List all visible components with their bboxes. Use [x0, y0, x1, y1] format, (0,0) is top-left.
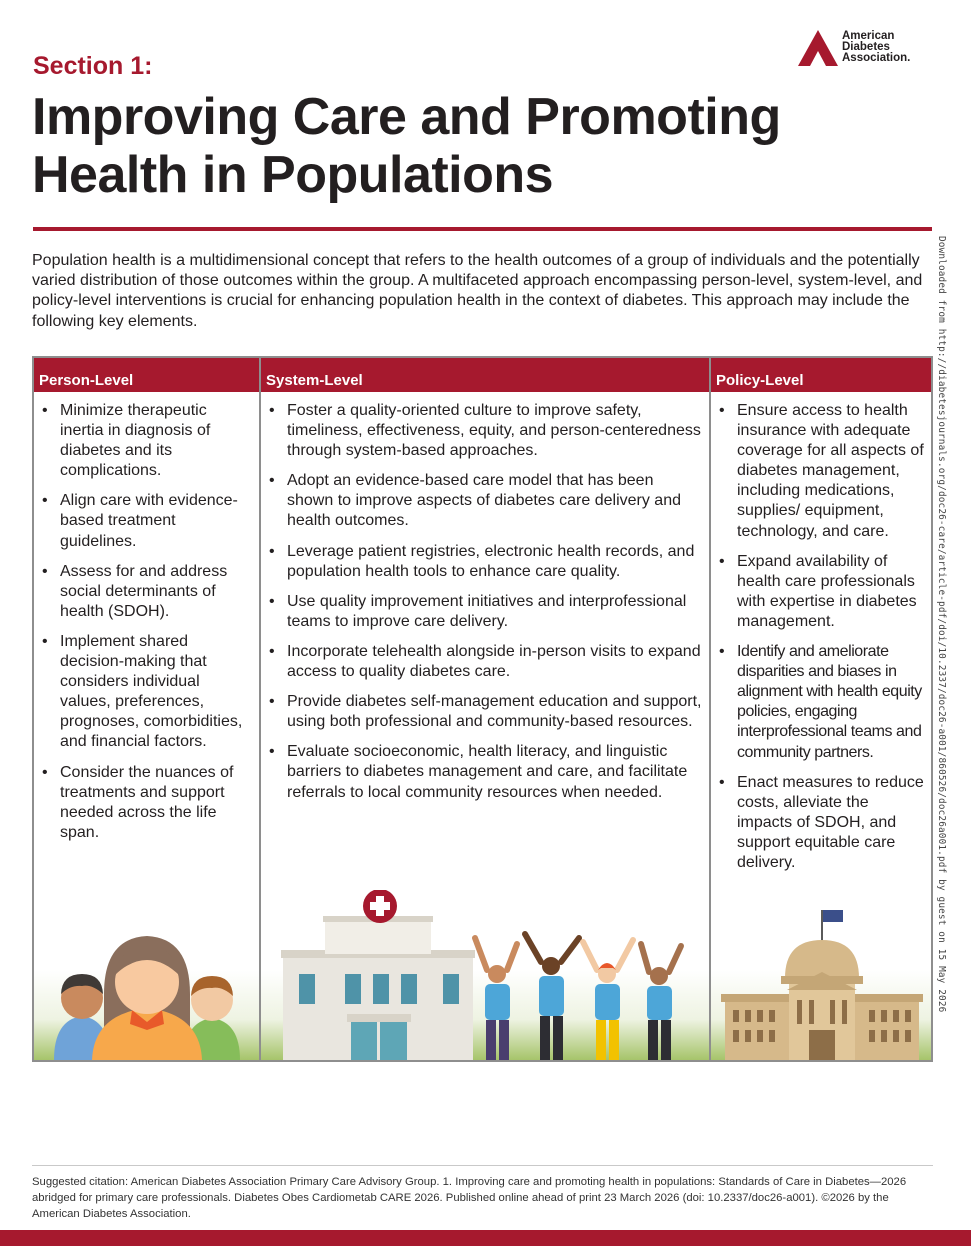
- title-rule: [33, 227, 932, 231]
- bullet-list: [267, 401, 703, 803]
- bullet-list: [717, 401, 925, 873]
- column-heading: Policy-Level: [711, 358, 931, 392]
- list-item: • Align care with evidence-based treatment guidelines.: [40, 491, 253, 551]
- list-item: • Use quality improvement initiatives and interprofessional teams to improve care delivery.: [267, 592, 703, 632]
- list-item: • Foster a quality-oriented culture to improve safety, timeliness, effectiveness, equity, and person-centeredness through system-based approaches.: [267, 401, 703, 461]
- download-note: Downloaded from http://diabetesjournals.org/doc26-care/article-pdf/doi/10.2337/doc26-a001/860526/doc26a001.pdf by guest on 15 May 2026: [936, 236, 947, 1013]
- column-heading: Person-Level: [34, 358, 259, 392]
- page-title: Improving Care and Promoting Health in Populations: [32, 88, 781, 204]
- capitol-illustration: [711, 890, 931, 1060]
- system-level-column: [259, 358, 709, 1060]
- section-label: Section 1:: [33, 52, 153, 80]
- list-item: • Adopt an evidence-based care model that has been shown to improve aspects of diabetes care delivery and health outcomes.: [267, 471, 703, 531]
- logo-text: [842, 31, 910, 64]
- people-illustration: [34, 890, 259, 1060]
- policy-level-column: [709, 358, 931, 1060]
- levels-table: [32, 356, 933, 1062]
- logo-line-3: Association.: [842, 52, 911, 64]
- bottom-bar: [0, 1230, 971, 1246]
- bullet-list: [40, 401, 253, 843]
- list-item: • Evaluate socioeconomic, health literacy, and linguistic barriers to diabetes management and care, and facilitate referrals to local community resources when needed.: [267, 742, 703, 802]
- logo-line-2: Diabetes: [842, 41, 890, 53]
- intro-paragraph: Population health is a multidimensional concept that refers to the health outcomes of a group of individuals and the potentially varied distribution of those outcomes within the group. A multifaceted approach encompassing person-level, system-level, and policy-level interventions is crucial for enhancing population health in the context of diabetes. This approach may include the following key elements.: [32, 252, 923, 330]
- list-item: • Enact measures to reduce costs, alleviate the impacts of SDOH, and support equitable care delivery.: [717, 773, 925, 873]
- list-item: • Leverage patient registries, electronic health records, and population health tools to enhance care quality.: [267, 542, 703, 582]
- citation-divider: [32, 1165, 933, 1166]
- hospital-illustration: [261, 890, 709, 1060]
- person-level-column: [34, 358, 259, 1060]
- citation-text: Suggested citation: American Diabetes Association Primary Care Advisory Group. 1. Improving care and promoting health in populations: Standards of Care in Diabetes—2026 abridged for primary care professionals. Diabetes Obes Cardiometab CARE 2026. Published online ahead of print 23 March 2026 (doi: 10.2337/doc26-a001). ©2026 by the American Diabetes Association.: [32, 1176, 907, 1220]
- list-item: • Consider the nuances of treatments and support needed across the life span.: [40, 763, 253, 843]
- list-item: • Assess for and address social determinants of health (SDOH).: [40, 562, 253, 622]
- ada-triangle-logo-icon: [798, 30, 838, 66]
- list-item: • Incorporate telehealth alongside in-person visits to expand access to quality diabetes care.: [267, 642, 703, 682]
- logo-line-1: American: [842, 30, 895, 42]
- list-item: • Identify and ameliorate disparities and biases in alignment with health equity policies, engaging interprofessional teams and community partners.: [717, 642, 925, 763]
- list-item: • Implement shared decision-making that considers individual values, preferences, prognoses, comorbidities, and financial factors.: [40, 632, 253, 753]
- list-item: • Ensure access to health insurance with adequate coverage for all aspects of diabetes management, including medications, supplies/ equipment, technology, and care.: [717, 401, 925, 542]
- column-heading: System-Level: [261, 358, 709, 392]
- list-item: • Minimize therapeutic inertia in diagnosis of diabetes and its complications.: [40, 401, 253, 481]
- list-item: • Expand availability of health care professionals with expertise in diabetes management.: [717, 552, 925, 632]
- ada-logo: [798, 30, 928, 70]
- list-item: • Provide diabetes self-management education and support, using both professional and community-based resources.: [267, 692, 703, 732]
